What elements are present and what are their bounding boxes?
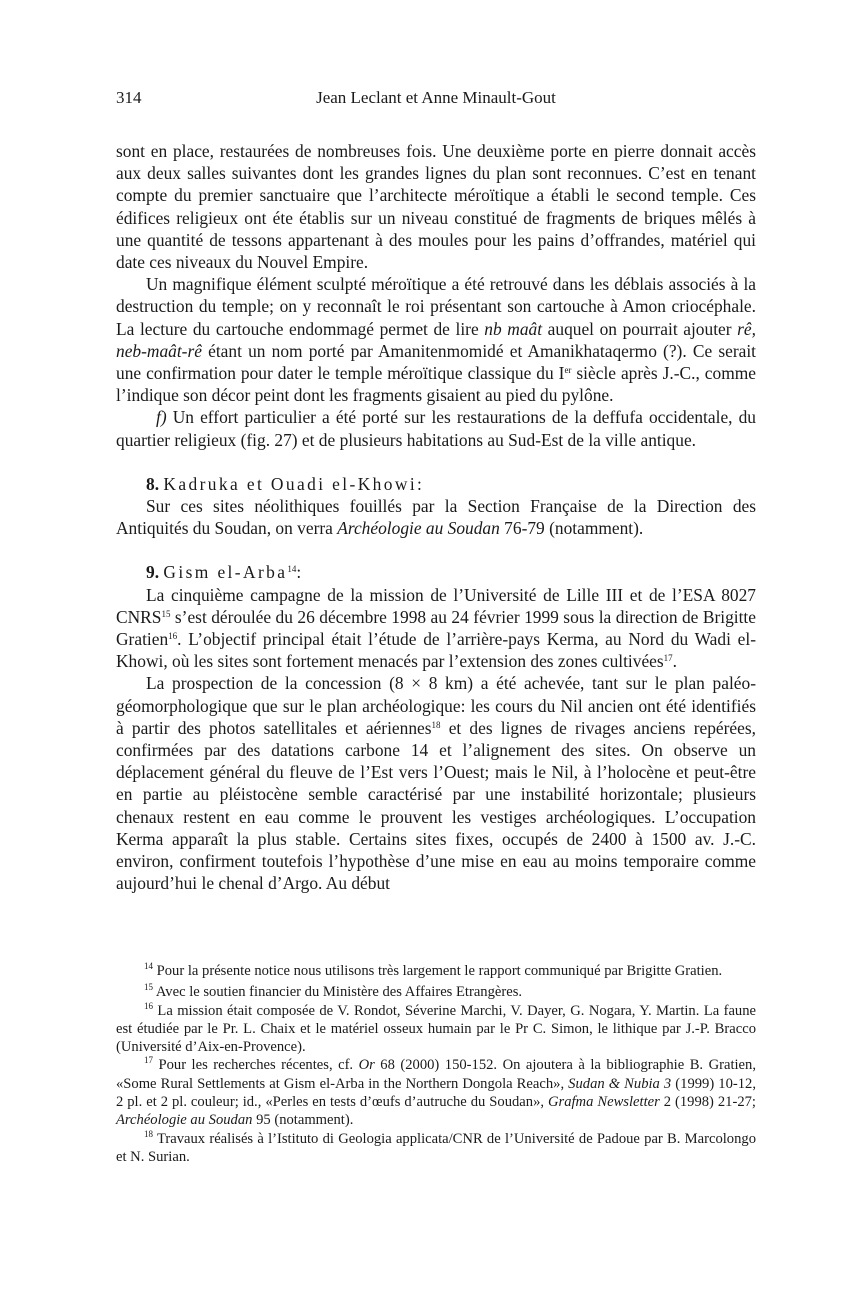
paragraph: La cinquième campagne de la mission de l’Université de Lille III et de l’ESA 8027 CNRS$^{15}$ s’est déroulée du 26 décembre 1998 au 24 février 1999 sous la direction de Brigitte Gratien$^{16}$. L’objectif principal était l’étude de l’arrière-pays Kerma, au Nord du Wadi el-Khowi, où les sites sont fortement menacés par l’extension des zones cultivées$^{17}$.: [116, 584, 756, 672]
section-heading-8: 8. Kadruka et Ouadi el-Khowi:: [146, 473, 425, 494]
footnote-14: $^{14}$ Pour la présente notice nous utilisons très largement le rapport communiqué par Brigitte Gratien.: [144, 961, 723, 979]
paragraph: sont en place, restaurées de nombreuses fois. Une deuxième porte en pierre donnait accès aux deux salles suivantes dont les grandes lignes du plan sont reconnues. C’est en tenant compte du premier sanctuaire que l’architecte méroïtique a établi le second temple. Ces édifices religieux ont éte établis sur un niveau constitué de fragments de briques mêlés à une quantité de tessons appartenant à des moules pour les pains d’offrandes, matériel qui date ces niveaux du Nouvel Empire.: [116, 141, 756, 273]
footnote-16: $^{16}$ La mission était composée de V. Rondot, Séverine Marchi, V. Dayer, G. Nogara, Y. Martin. La faune est étudiée par le Pr. L. Chaix et le matériel osseux humain par le Pr C. Simon, le lithique par J.-P. Bracco (Université d’Aix-en-Provence).: [116, 1000, 756, 1056]
body-text: [116, 140, 756, 895]
footnote-ref[interactable]: 18: [431, 719, 441, 730]
paragraph: f) Un effort particulier a été porté sur les restaurations de la deffufa occidentale, du quartier religieux (fig. 27) et de plusieurs habitations au Sud-Est de la ville antique.: [116, 407, 756, 450]
footnote-15: $^{15}$ Avec le soutien financier du Ministère des Affaires Etrangères.: [144, 982, 523, 1001]
paragraph: Sur ces sites néolithiques fouillés par la Section Française de la Direction des Antiquités du Soudan, on verra Archéologie au Soudan 76-79 (notamment).: [116, 496, 756, 539]
section-heading-9: 9. Gism el-Arba$^{14}$:: [146, 562, 302, 583]
footnote-ref[interactable]: 17: [663, 653, 673, 664]
footnote-18: $^{18}$ Travaux réalisés à l’Istituto di Geologia applicata/CNR de l’Université de Padoue par B. Marcolongo et N. Surian.: [116, 1128, 756, 1165]
footnote-17: $^{17}$ Pour les recherches récentes, cf. Or 68 (2000) 150-152. On ajoutera à la bibliographie B. Gratien, «Some Rural Settlements at Gism el-Arba in the Northern Dongola Reach», Sudan & Nubia 3 (1999) 10-12, 2 pl. et 2 pl. couleur; id., «Perles en tests d’œufs d’autruche du Soudan», Grafma Newsletter 2 (1998) 21-27; Archéologie au Soudan 95 (notamment).: [116, 1055, 756, 1129]
paragraph: Un magnifique élément sculpté méroïtique a été retrouvé dans les déblais associés à la destruction du temple; on y reconnaît le roi présentant son cartouche à Amon criocéphale. La lecture du cartouche endommagé permet de lire nb maât auquel on pourrait ajouter rê, neb-maât-rê étant un nom porté par Amanitenmomidé et Amanikhataqermo (?). Ce serait une confirmation pour dater le temple méroïtique classique du Ier siècle après J.-C., comme l’indique son décor peint dont les fragments gisaient au pied du pylône.: [116, 274, 756, 406]
footnote-ref[interactable]: 14: [287, 564, 297, 575]
list-marker: f): [156, 407, 167, 428]
running-title: Jean Leclant et Anne Minault-Gout: [316, 88, 556, 107]
footnotes: [116, 962, 756, 1166]
page-number: 314: [116, 88, 142, 107]
paragraph: La prospection de la concession (8 × 8 km) a été achevée, tant sur le plan paléo-géomorphologique que sur le plan archéologique: les cours du Nil ancien ont été identifiés à partir des photos satellitales et aériennes$^{18}$ et des lignes de rivages anciens repérées, confirmées par des datations carbone 14 et l’alignement des sites. On observe un déplacement général du fleuve de l’Est vers l’Ouest; mais le Nil, à l’holocène et peut-être en partie au pléistocène semble caractérisé par une instabilité horizontale; plusieurs chenaux restent en eau comme le prouvent les vestiges archéologiques. L’occupation Kerma apparaît la plus stable. Certains sites fixes, occupés de 2400 à 1500 av. J.-C. environ, confirment toutefois l’hypothèse d’une mise en eau au moins temporaire comme aujourd’hui le chenal d’Argo. Au début: [116, 673, 756, 894]
footnote-ref[interactable]: 15: [161, 608, 171, 619]
page-header: [116, 88, 756, 112]
footnote-ref[interactable]: 16: [168, 631, 178, 642]
